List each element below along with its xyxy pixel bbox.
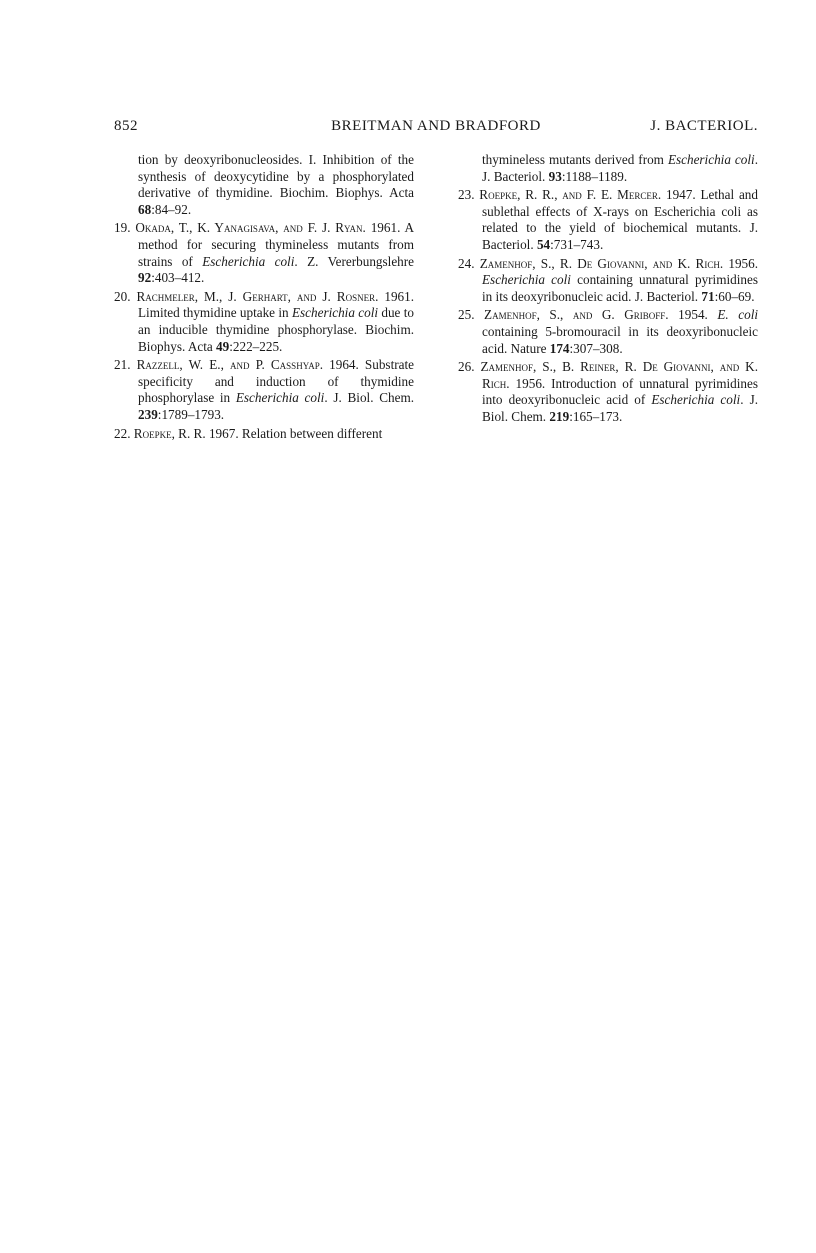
reference-authors: Zamenhof, S., and G. Griboff. [484, 307, 669, 323]
reference-authors: Zamenhof, S., B. Reiner, R. De Giovanni, and K. Rich. [480, 359, 759, 391]
journal-name: J. BACTERIOL. [650, 118, 758, 134]
reference-25: 25. Zamenhof, S., and G. Griboff. 1954. E. coli containing 5-bromouracil in its deoxyribonucleic acid. Nature 174:307–308. [458, 307, 759, 356]
left-reference-column [114, 152, 414, 444]
reference-20: 20. Rachmeler, M., J. Gerhart, and J. Rosner. 1961. Limited thymidine uptake in Escherichia coli due to an inducible thymidine phosphorylase. Biochim. Biophys. Acta 49:222–225. [114, 288, 415, 354]
reference-authors: Zamenhof, S., R. De Giovanni, and K. Rich. [479, 255, 724, 271]
right-reference-column [458, 152, 758, 428]
page-number: 852 [114, 118, 138, 134]
reference-authors: Razzell, W. E., and P. Casshyap. [136, 357, 323, 373]
reference-authors: Roepke, R. R., and F. E. Mercer. [479, 187, 662, 203]
reference-authors: Okada, T., K. Yanagisava, and F. J. Ryan. [135, 220, 366, 236]
reference-22: 22. Roepke, R. R. 1967. Relation between different [114, 425, 383, 441]
running-header [114, 118, 758, 138]
reference-21: 21. Razzell, W. E., and P. Casshyap. 1964. Substrate specificity and induction of thymidine phosphorylase in Escherichia coli. J. Biol. Chem. 239:1789–1793. [114, 357, 414, 422]
reference-26: 26. Zamenhof, S., B. Reiner, R. De Giovanni, and K. Rich. 1956. Introduction of unnatural pyrimidines into deoxyribonucleic acid of Escherichia coli. J. Biol. Chem. 219:165–173. [458, 359, 759, 424]
reference-19: 19. Okada, T., K. Yanagisava, and F. J. Ryan. 1961. A method for securing thymineless mutants from strains of Escherichia coli. Z. Vererbungslehre 92:403–412. [114, 220, 415, 286]
running-title: BREITMAN AND BRADFORD [331, 118, 541, 134]
reference-authors: Roepke, R. R. [133, 425, 206, 441]
reference-22-continued: thymineless mutants derived from Escherichia coli. J. Bacteriol. 93:1188–1189. [482, 152, 758, 184]
reference-23: 23. Roepke, R. R., and F. E. Mercer. 1947. Lethal and sublethal effects of X-rays on Escherichia coli as related to the yield of biochemical mutants. J. Bacteriol. 54:731–743. [458, 187, 758, 252]
reference-authors: Rachmeler, M., J. Gerhart, and J. Rosner. [136, 288, 379, 304]
reference-24: 24. Zamenhof, S., R. De Giovanni, and K. Rich. 1956. Escherichia coli containing unnatural pyrimidines in its deoxyribonucleic acid. J. Bacteriol. 71:60–69. [458, 255, 759, 304]
reference-18-continued: tion by deoxyribonucleosides. I. Inhibition of the synthesis of deoxycytidine by a phosphorylated derivative of thymidine. Biochim. Biophys. Acta 68:84–92. [138, 152, 414, 217]
